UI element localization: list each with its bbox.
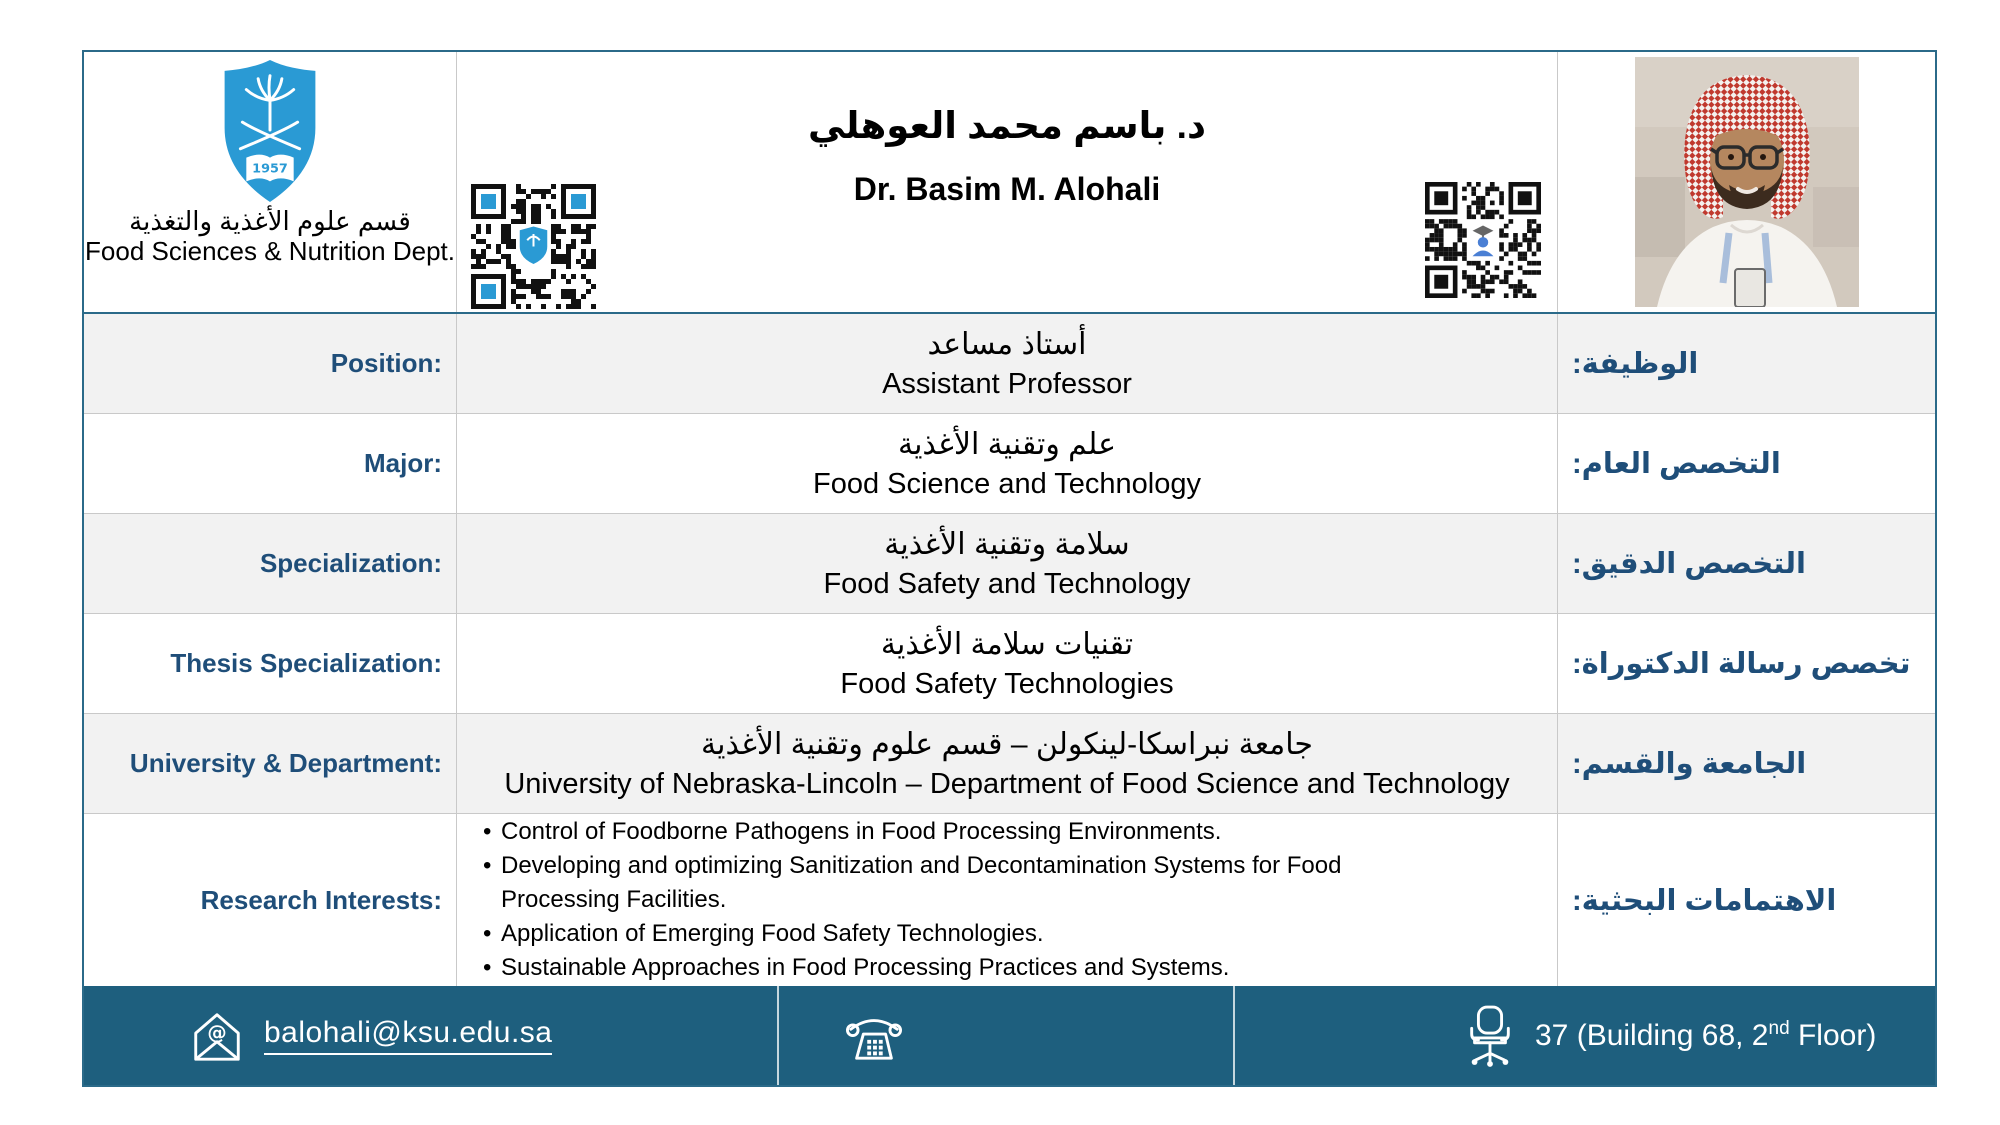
- list-item: • Sustainable Approaches in Food Processing Practices and Systems.: [479, 951, 1229, 985]
- faculty-profile-card: [82, 50, 1937, 1087]
- row-major: [84, 414, 1935, 514]
- value-arabic: أستاذ مساعد: [927, 327, 1087, 361]
- office-location-text: 37 (Building 68, 2nd Floor): [1535, 1018, 1877, 1052]
- row-label-ar: الوظيفة:: [1572, 348, 1699, 380]
- row-label-en: University & Department:: [84, 714, 457, 813]
- list-item: • Control of Foodborne Pathogens in Food Processing Environments.: [479, 815, 1221, 849]
- department-name-arabic: قسم علوم الأغذية والتغذية: [129, 206, 411, 236]
- row-thesis-specialization: [84, 614, 1935, 714]
- person-name-english: Dr. Basim M. Alohali: [853, 171, 1161, 207]
- value-english: Food Science and Technology: [812, 467, 1202, 500]
- phone-icon: [843, 1008, 905, 1064]
- row-label-ar: الاهتمامات البحثية:: [1572, 884, 1837, 917]
- department-name-english: Food Sciences & Nutrition Dept.: [85, 236, 455, 266]
- row-specialization: [84, 514, 1935, 614]
- svg-text:@: @: [207, 1020, 227, 1044]
- office-chair-icon: [1463, 1005, 1517, 1067]
- row-value: [457, 514, 1558, 613]
- ksu-logo-icon: [216, 57, 324, 205]
- row-position: [84, 314, 1935, 414]
- row-value: [457, 714, 1558, 813]
- row-label-en: Position:: [84, 314, 457, 413]
- row-label-ar: تخصص رسالة الدكتوراة:: [1572, 648, 1911, 680]
- row-label-ar: التخصص العام:: [1572, 448, 1781, 480]
- value-english: Assistant Professor: [882, 367, 1132, 400]
- row-label-en: Specialization:: [84, 514, 457, 613]
- value-arabic: تقنيات سلامة الأغذية: [880, 627, 1134, 661]
- value-english: Food Safety and Technology: [823, 567, 1191, 600]
- phone-section: [779, 986, 1235, 1085]
- office-section: [1235, 986, 1935, 1085]
- row-label-ar: التخصص الدقيق:: [1572, 548, 1806, 580]
- bullet-icon: •: [483, 852, 492, 879]
- row-label-ar: الجامعة والقسم:: [1572, 748, 1807, 780]
- value-arabic: سلامة وتقنية الأغذية: [884, 527, 1130, 561]
- value-arabic: جامعة نبراسكا-لينكولن – قسم علوم وتقنية الأغذية: [701, 727, 1313, 761]
- logo-year-text: 1957: [252, 161, 288, 177]
- row-label-en: Major:: [84, 414, 457, 513]
- list-item: • Application of Emerging Food Safety Technologies.: [479, 917, 1044, 951]
- person-name-arabic: د. باسم محمد العوهلي: [808, 105, 1206, 146]
- photo-cell: [1558, 52, 1935, 312]
- row-value: [457, 314, 1558, 413]
- row-label-en: Thesis Specialization:: [84, 614, 457, 713]
- row-university-department: [84, 714, 1935, 814]
- row-value: [457, 614, 1558, 713]
- department-block: [84, 52, 457, 312]
- qr-code-scholar-icon: [1425, 182, 1541, 298]
- email-section: [84, 986, 779, 1085]
- bullet-icon: •: [483, 818, 492, 845]
- footer-bar: [84, 986, 1935, 1085]
- profile-photo: [1635, 57, 1859, 307]
- value-english: University of Nebraska-Lincoln – Department of Food Science and Technology: [504, 767, 1510, 800]
- email-icon: [188, 1007, 246, 1065]
- value-english: Food Safety Technologies: [840, 667, 1174, 700]
- row-value: [457, 414, 1558, 513]
- list-item: • Developing and optimizing Sanitization and Decontamination Systems for Food Processing Facilities.: [479, 849, 1431, 917]
- bullet-icon: •: [483, 920, 492, 947]
- bullet-icon: •: [483, 954, 492, 981]
- row-research-interests: [84, 814, 1935, 986]
- header: [84, 52, 1935, 314]
- email-link[interactable]: balohali@ksu.edu.sa: [264, 1016, 552, 1055]
- row-label-en: Research Interests:: [84, 814, 457, 986]
- research-interests-list: [457, 814, 1558, 986]
- value-arabic: علم وتقنية الأغذية: [898, 427, 1116, 461]
- name-block: [457, 52, 1558, 312]
